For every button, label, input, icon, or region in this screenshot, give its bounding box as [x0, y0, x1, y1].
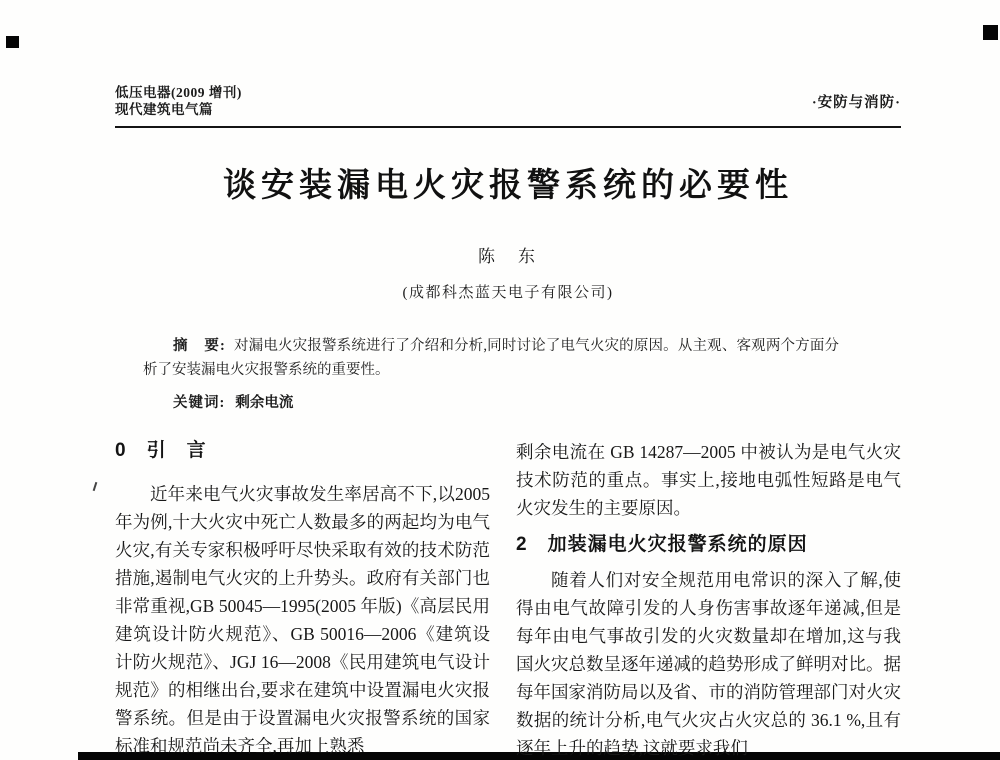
left-column-paragraph: 近年来电气火灾事故发生率居高不下,以2005 年为例,十大火灾中死亡人数最多的两起均为电气火灾,有关专家积极呼吁尽快采取有效的技术防范措施,遏制电气火灾的上升势头。政府有关部门也非常重视,GB 50045—1995(2005 年版)《高层民用建筑设计防火规范》、GB 50016—2006《建筑设计防火规范》、JGJ 16—2008《民用建筑电气设计规范》的相继出台,要求在建筑中设置漏电火灾报警系统。但是由于设置漏电火灾报警系统的国家标准和规范尚未齐全,再加上熟悉: [115, 484, 490, 756]
keywords-label: 关键词:: [173, 395, 226, 411]
abstract-text: 对漏电火灾报警系统进行了介绍和分析,同时讨论了电气火灾的原因。从主观、客观两个方面分析了安装漏电火灾报警系统的重要性。: [143, 338, 839, 378]
keywords-value: 剩余电流: [235, 395, 294, 411]
section-heading-reasons: 2 加装漏电火灾报警系统的原因: [516, 534, 808, 555]
scan-artifact-top-right: [983, 25, 998, 40]
section-tag: ·安防与消防·: [811, 94, 901, 111]
scan-speck: [93, 482, 98, 491]
article-title: 谈安装漏电火灾报警系统的必要性: [223, 168, 793, 204]
author-affiliation: (成都科杰蓝天电子有限公司): [402, 285, 614, 301]
scan-artifact-top-left: [6, 36, 19, 48]
right-column-lead-paragraph: 剩余电流在 GB 14287—2005 中被认为是电气火灾技术防范的重点。事实上,接地电弧性短路是电气火灾发生的主要原因。: [516, 442, 901, 518]
right-column: [516, 438, 901, 760]
journal-subtitle: 现代建筑电气篇: [115, 102, 213, 117]
abstract-label: 摘 要:: [173, 338, 226, 354]
page-content: [115, 84, 901, 760]
section-heading-intro: 0 引 言: [115, 440, 207, 461]
keywords-line: [115, 392, 901, 414]
author-name: 陈 东: [478, 247, 538, 266]
journal-info: [115, 84, 242, 118]
page-header: [115, 84, 901, 128]
journal-title: 低压电器(2009 增刊): [115, 85, 242, 100]
two-column-body: [115, 438, 901, 760]
left-column: [115, 438, 490, 760]
right-column-paragraph: 随着人们对安全规范用电常识的深入了解,使得由电气故障引发的人身伤害事故逐年递减,但是每年由电气事故引发的火灾数量却在增加,这与我国火灾总数呈逐年递减的趋势形成了鲜明对比。据每年国家消防局以及省、市的消防管理部门对火灾数据的统计分析,电气火灾占火灾总的 36.1 %,且有逐年上升的趋势,这就要求我们: [516, 570, 901, 758]
abstract: [115, 334, 901, 382]
